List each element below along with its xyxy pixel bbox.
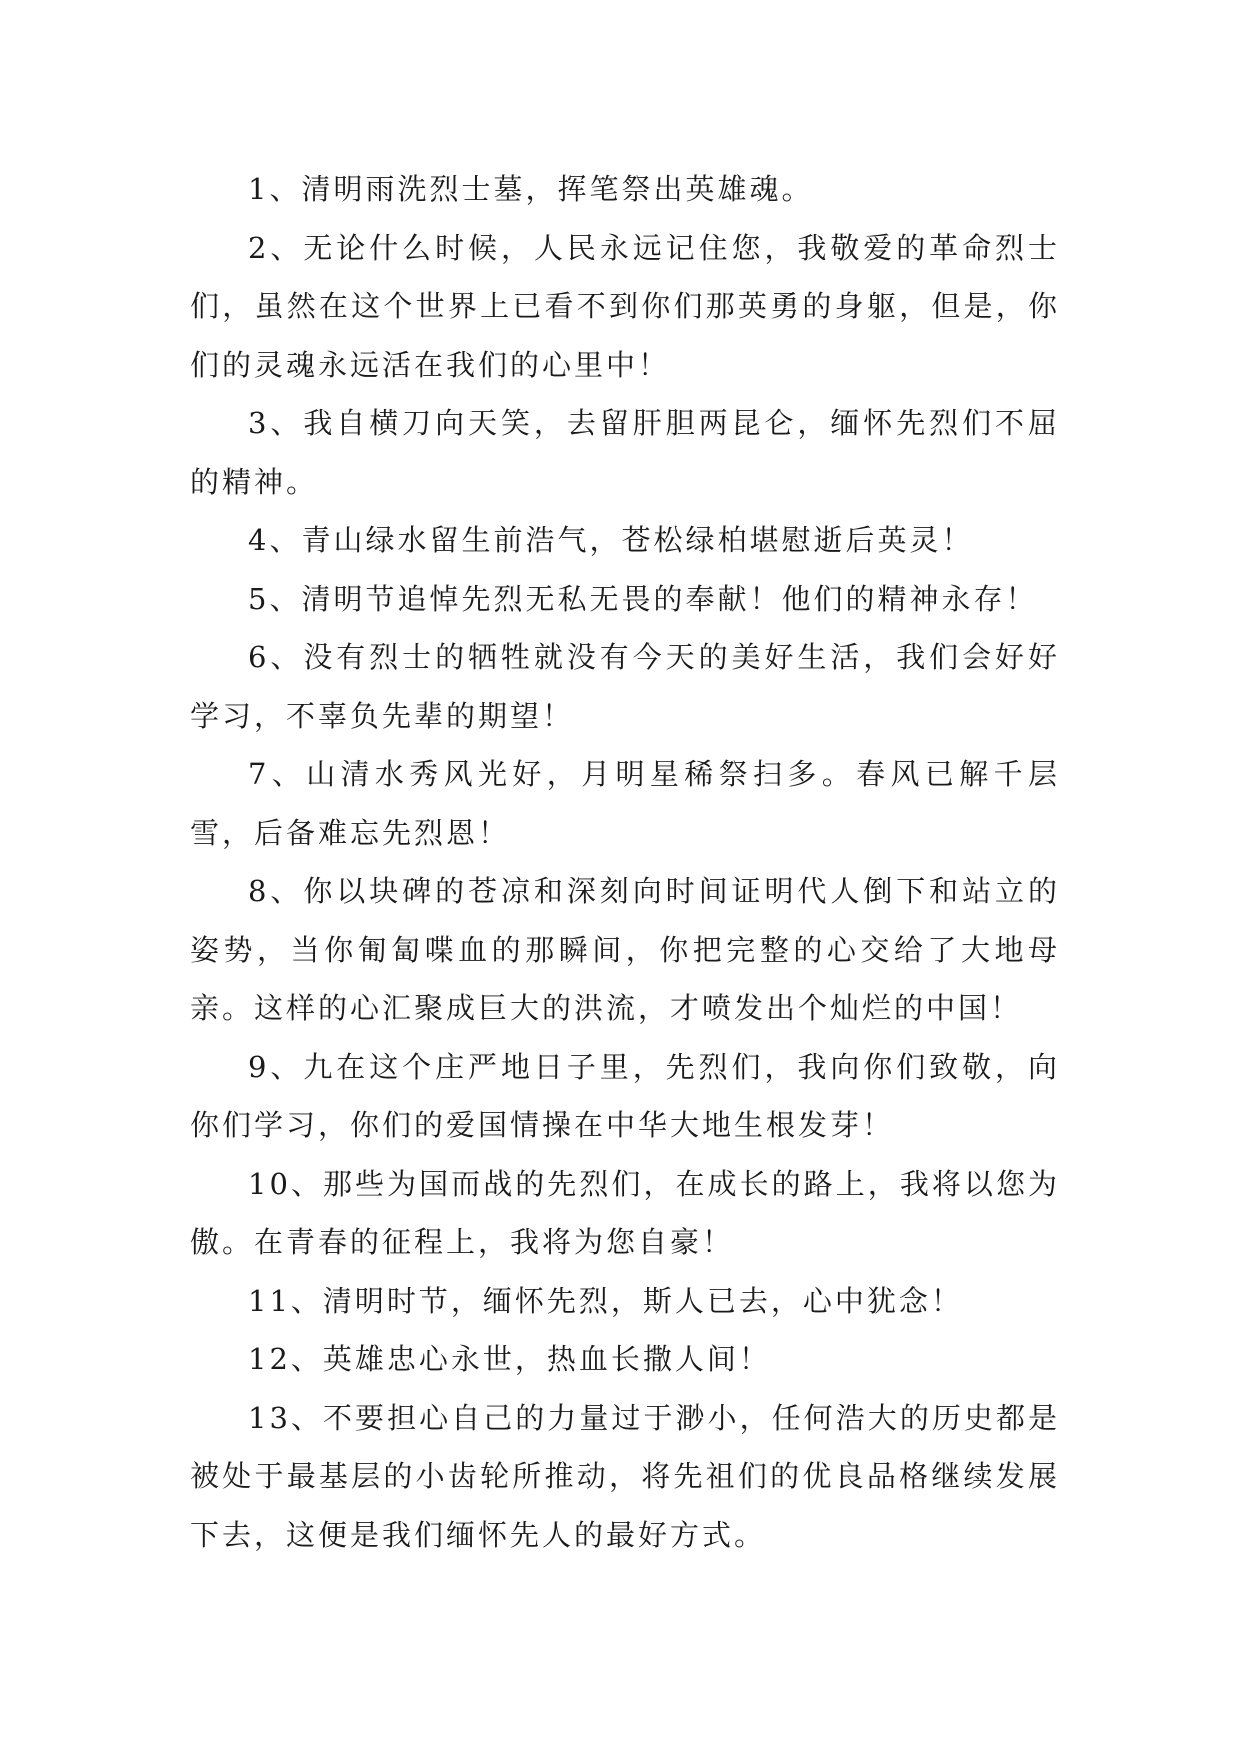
paragraph-4: 4、青山绿水留生前浩气，苍松绿柏堪慰逝后英灵！ (248, 523, 974, 557)
paragraph-8: 8、你以块碑的苍凉和深刻向时间证明代人倒下和站立的姿势，当你匍匐喋血的那瞬间，你把完整的心交给了大地母亲。这样的心汇聚成巨大的洪流，才喷发出个灿烂的中国！ (190, 874, 1060, 1025)
paragraph-12: 12、英雄忠心永世，热血长撒人间！ (248, 1342, 771, 1376)
paragraph-9: 9、九在这个庄严地日子里，先烈们，我向你们致敬，向你们学习，你们的爱国情操在中华大地生根发芽！ (190, 1049, 1060, 1142)
document-body (190, 160, 1060, 1564)
paragraph-13: 13、不要担心自己的力量过于渺小，任何浩大的历史都是被处于最基层的小齿轮所推动，将先祖们的优良品格继续发展下去，这便是我们缅怀先人的最好方式。 (190, 1400, 1060, 1552)
paragraph-3: 3、我自横刀向天笑，去留肝胆两昆仑，缅怀先烈们不屈的精神。 (190, 406, 1060, 499)
paragraph-7: 7、山清水秀风光好，月明星稀祭扫多。春风已解千层雪，后备难忘先烈恩！ (190, 757, 1060, 850)
paragraph-10: 10、那些为国而战的先烈们，在成长的路上，我将以您为傲。在青春的征程上，我将为您自豪！ (190, 1166, 1060, 1259)
paragraph-6: 6、没有烈士的牺牲就没有今天的美好生活，我们会好好学习，不辜负先辈的期望！ (190, 640, 1060, 733)
paragraph-11: 11、清明时节，缅怀先烈，斯人已去，心中犹念！ (248, 1283, 963, 1318)
paragraph-1: 1、清明雨洗烈士墓，挥笔祭出英雄魂。 (248, 172, 814, 206)
paragraph-5: 5、清明节追悼先烈无私无畏的奉献！他们的精神永存！ (248, 581, 1038, 616)
paragraph-2: 2、无论什么时候，人民永远记住您，我敬爱的革命烈士们，虽然在这个世界上已看不到你们那英勇的身躯，但是，你们的灵魂永远活在我们的心里中！ (190, 230, 1060, 382)
